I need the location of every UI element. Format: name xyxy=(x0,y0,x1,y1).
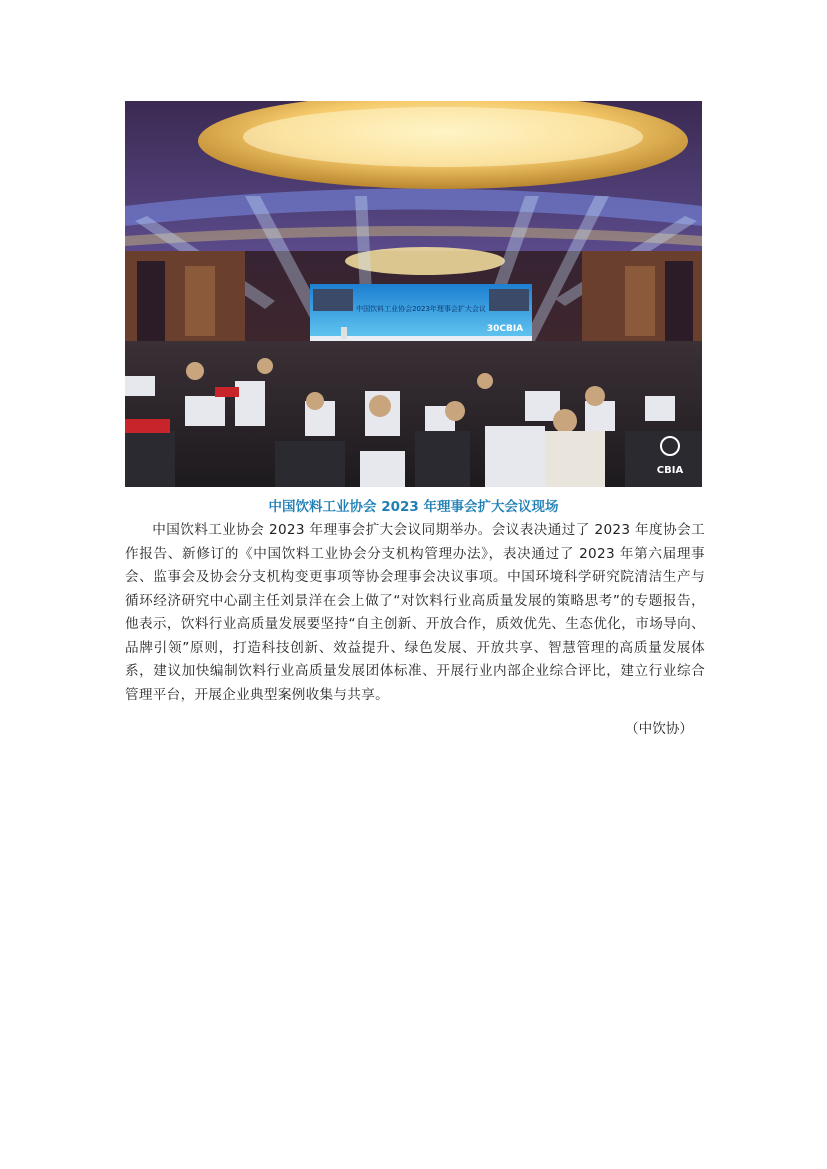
conference-photo xyxy=(125,101,702,487)
source-attribution: （中饮协） xyxy=(625,721,693,737)
stage-screen-title: 中国饮料工业协会2023年理事会扩大会议 xyxy=(356,305,486,313)
photo-caption: 中国饮料工业协会 2023 年理事会扩大会议现场 xyxy=(268,499,559,515)
stage-logo: 30CBIA xyxy=(486,324,524,334)
svg-text:CBIA: CBIA xyxy=(656,465,684,476)
article-paragraph: 中国饮料工业协会 2023 年理事会扩大会议同期举办。会议表决通过了 2023 年度协会工作报告、新修订的《中国饮料工业协会分支机构管理办法》，表决通过了 2023 年第六届理事会、监事会及协会分支机构变更事项等协会理事会决议事项。中国环境科学研究院清洁生产与循环经济研究中心副主任刘景洋在会上做了“对饮料行业高质量发展的策略思考”的专题报告，他表示，饮料行业高质量发展要坚持“自主创新、开放合作，质效优先、生态优化，市场导向、品牌引领”原则，打造科技创新、效益提升、绿色发展、开放共享、智慧管理的高质量发展体系，建议加快编制饮料行业高质量发展团体标准、开展行业内部企业综合评比，建立行业综合管理平台，开展企业典型案例收集与共享。 xyxy=(125,522,705,703)
